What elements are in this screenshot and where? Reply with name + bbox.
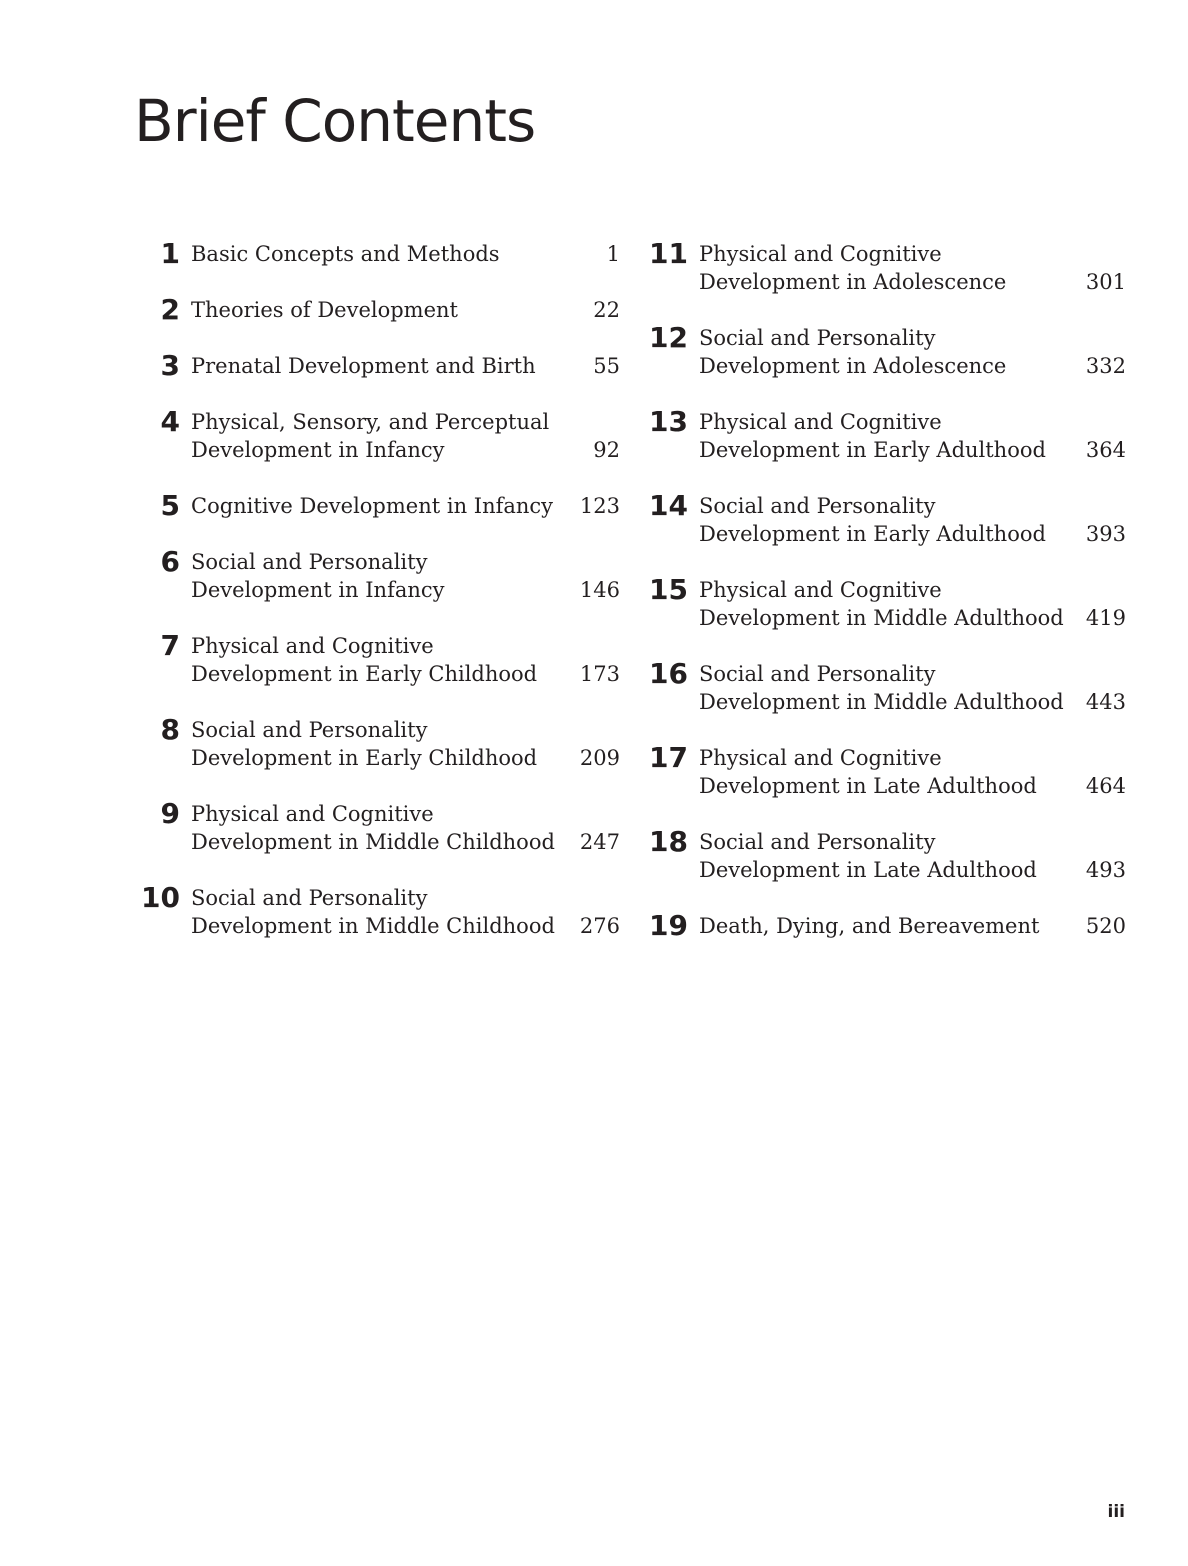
chapter-title xyxy=(191,716,572,772)
chapter-title-line: Social and Personality xyxy=(191,886,428,910)
toc-entry[interactable] xyxy=(134,293,620,326)
toc-entry[interactable] xyxy=(642,825,1126,884)
chapter-number: 18 xyxy=(649,825,688,858)
chapter-number: 1 xyxy=(160,237,180,270)
chapter-page-number: 92 xyxy=(593,438,620,462)
toc-entry[interactable] xyxy=(134,881,620,940)
chapter-title-line: Physical and Cognitive xyxy=(191,634,434,658)
chapter-title-line: Cognitive Development in Infancy xyxy=(191,494,554,518)
chapter-title xyxy=(699,912,1078,940)
chapter-title xyxy=(699,240,1078,296)
chapter-title xyxy=(699,408,1078,464)
chapter-page-number: 443 xyxy=(1085,690,1126,714)
chapter-title xyxy=(191,548,572,604)
page-number: iii xyxy=(1107,1502,1125,1522)
toc-entry[interactable] xyxy=(134,237,620,270)
chapter-page-number: 493 xyxy=(1085,858,1126,882)
chapter-title xyxy=(191,352,585,380)
toc-left-column xyxy=(134,237,620,968)
chapter-title xyxy=(699,576,1078,632)
chapter-title-line: Development in Middle Childhood xyxy=(191,914,555,938)
chapter-number: 2 xyxy=(160,293,180,326)
chapter-number: 12 xyxy=(649,321,688,354)
chapter-title-line: Development in Early Childhood xyxy=(191,662,538,686)
chapter-title xyxy=(699,492,1078,548)
chapter-number: 16 xyxy=(649,657,688,690)
chapter-title-line: Development in Infancy xyxy=(191,578,445,602)
chapter-page-number: 55 xyxy=(593,354,620,378)
chapter-title xyxy=(699,744,1078,800)
chapter-number: 9 xyxy=(160,797,180,830)
chapter-page-number: 209 xyxy=(579,746,620,770)
chapter-title-line: Social and Personality xyxy=(699,326,936,350)
chapter-title-line: Development in Late Adulthood xyxy=(699,774,1037,798)
chapter-number: 4 xyxy=(160,405,180,438)
chapter-page-number: 247 xyxy=(579,830,620,854)
chapter-title xyxy=(191,884,572,940)
chapter-title-line: Development in Late Adulthood xyxy=(699,858,1037,882)
toc-entry[interactable] xyxy=(134,797,620,856)
chapter-page-number: 301 xyxy=(1085,270,1126,294)
chapter-title-line: Basic Concepts and Methods xyxy=(191,242,500,266)
toc-entry[interactable] xyxy=(642,489,1126,548)
chapter-number: 11 xyxy=(649,237,688,270)
toc-right-column xyxy=(642,237,1126,968)
chapter-title xyxy=(699,660,1078,716)
toc-entry[interactable] xyxy=(134,349,620,382)
toc-entry[interactable] xyxy=(134,489,620,522)
chapter-number: 3 xyxy=(160,349,180,382)
chapter-title-line: Physical and Cognitive xyxy=(191,802,434,826)
toc-entry[interactable] xyxy=(134,405,620,464)
chapter-number: 15 xyxy=(649,573,688,606)
chapter-title-line: Development in Early Childhood xyxy=(191,746,538,770)
toc-entry[interactable] xyxy=(134,713,620,772)
toc-entry[interactable] xyxy=(642,657,1126,716)
chapter-title-line: Development in Middle Adulthood xyxy=(699,690,1064,714)
chapter-title-line: Development in Adolescence xyxy=(699,270,1007,294)
chapter-title-line: Development in Middle Childhood xyxy=(191,830,555,854)
chapter-title-line: Death, Dying, and Bereavement xyxy=(699,914,1040,938)
chapter-page-number: 123 xyxy=(579,494,620,518)
chapter-title-line: Physical and Cognitive xyxy=(699,746,942,770)
chapter-title xyxy=(191,408,585,464)
chapter-title xyxy=(191,800,572,856)
chapter-page-number: 364 xyxy=(1085,438,1126,462)
toc-entry[interactable] xyxy=(642,741,1126,800)
chapter-page-number: 332 xyxy=(1085,354,1126,378)
chapter-title-line: Theories of Development xyxy=(191,298,458,322)
chapter-number: 13 xyxy=(649,405,688,438)
chapter-number: 17 xyxy=(649,741,688,774)
chapter-page-number: 419 xyxy=(1085,606,1126,630)
chapter-title-line: Social and Personality xyxy=(191,550,428,574)
chapter-title xyxy=(699,324,1078,380)
toc-entry[interactable] xyxy=(642,573,1126,632)
chapter-number: 6 xyxy=(160,545,180,578)
chapter-title xyxy=(191,632,572,688)
chapter-title xyxy=(191,492,572,520)
page-title: Brief Contents xyxy=(134,87,536,155)
chapter-page-number: 146 xyxy=(579,578,620,602)
chapter-number: 19 xyxy=(649,909,688,942)
chapter-page-number: 276 xyxy=(579,914,620,938)
toc-entry[interactable] xyxy=(642,405,1126,464)
chapter-page-number: 22 xyxy=(593,298,620,322)
chapter-title-line: Development in Early Adulthood xyxy=(699,438,1046,462)
chapter-page-number: 520 xyxy=(1085,914,1126,938)
chapter-title-line: Physical and Cognitive xyxy=(699,578,942,602)
toc-entry[interactable] xyxy=(642,909,1126,942)
chapter-title-line: Social and Personality xyxy=(191,718,428,742)
chapter-title xyxy=(699,828,1078,884)
chapter-title-line: Development in Adolescence xyxy=(699,354,1007,378)
chapter-number: 8 xyxy=(160,713,180,746)
chapter-page-number: 1 xyxy=(606,242,620,266)
chapter-title-line: Physical, Sensory, and Perceptual xyxy=(191,410,550,434)
chapter-number: 10 xyxy=(141,881,180,914)
chapter-title-line: Physical and Cognitive xyxy=(699,242,942,266)
chapter-number: 7 xyxy=(160,629,180,662)
chapter-page-number: 393 xyxy=(1085,522,1126,546)
chapter-title-line: Prenatal Development and Birth xyxy=(191,354,536,378)
chapter-title-line: Social and Personality xyxy=(699,494,936,518)
chapter-title xyxy=(191,296,585,324)
toc-entry[interactable] xyxy=(134,545,620,604)
chapter-page-number: 173 xyxy=(579,662,620,686)
chapter-title-line: Physical and Cognitive xyxy=(699,410,942,434)
toc-entry[interactable] xyxy=(134,629,620,688)
toc-entry[interactable] xyxy=(642,321,1126,380)
chapter-title-line: Development in Early Adulthood xyxy=(699,522,1046,546)
chapter-number: 5 xyxy=(160,489,180,522)
toc-entry[interactable] xyxy=(642,237,1126,296)
chapter-page-number: 464 xyxy=(1085,774,1126,798)
chapter-title xyxy=(191,240,599,268)
chapter-title-line: Social and Personality xyxy=(699,830,936,854)
chapter-number: 14 xyxy=(649,489,688,522)
chapter-title-line: Social and Personality xyxy=(699,662,936,686)
chapter-title-line: Development in Infancy xyxy=(191,438,445,462)
chapter-title-line: Development in Middle Adulthood xyxy=(699,606,1064,630)
